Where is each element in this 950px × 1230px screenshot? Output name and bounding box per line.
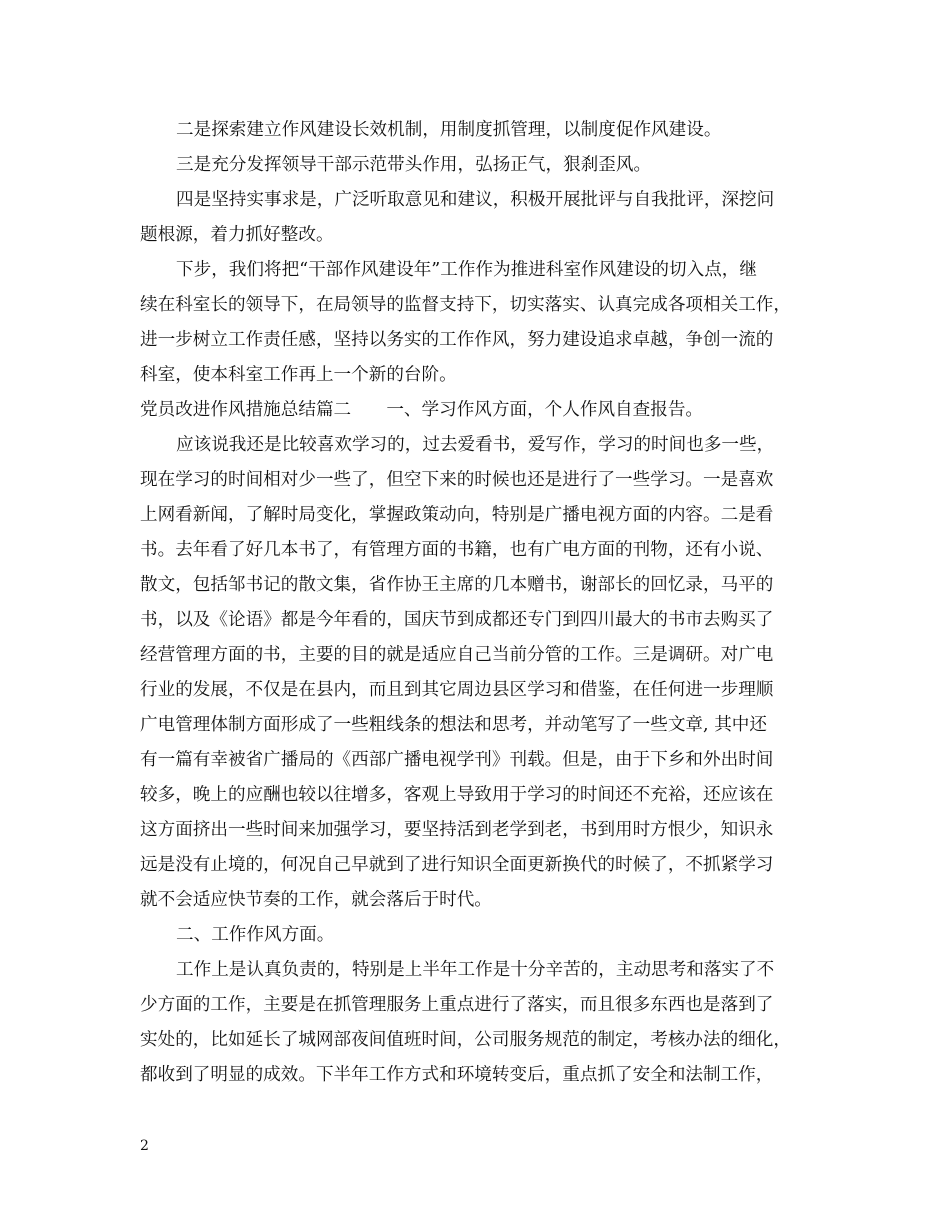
text-line: 就不会适应快节奏的工作，就会落后于时代。	[140, 890, 492, 910]
text-line: 现在学习的时间相对少一些了，但空下来的时候也还是进行了一些学习。一是喜欢	[140, 470, 774, 490]
text-line: 远是没有止境的，何况自己早就到了进行知识全面更新换代的时候了，不抓紧学习	[140, 855, 774, 875]
text-line: 应该说我还是比较喜欢学习的，过去爱看书，爱写作，学习的时间也多一些，	[176, 435, 775, 455]
text-line: 广电管理体制方面形成了一些粗线条的想法和思考，并动笔写了一些文章, 其中还	[140, 715, 767, 735]
text-line: 下步，我们将把“干部作风建设年”工作作为推进科室作风建设的切入点，继	[176, 260, 757, 280]
text-line: 较多，晚上的应酬也较以往增多，客观上导致用于学习的时间还不充裕，还应该在	[140, 785, 774, 805]
text-line: 题根源，着力抓好整改。	[140, 225, 334, 245]
page-number: 2	[140, 1138, 149, 1154]
text-line: 经营管理方面的书，主要的目的就是适应自己当前分管的工作。三是调研。对广电	[140, 645, 774, 665]
text-line: 散文，包括邹书记的散文集，省作协王主席的几本赠书，谢部长的回忆录，马平的	[140, 575, 774, 595]
text-line: 少方面的工作，主要是在抓管理服务上重点进行了落实，而且很多东西也是落到了	[140, 995, 774, 1015]
text-line: 三是充分发挥领导干部示范带头作用，弘扬正气，狠刹歪风。	[176, 155, 652, 175]
text-line: 有一篇有幸被省广播局的《西部广播电视学刊》刊载。但是，由于下乡和外出时间	[140, 750, 774, 770]
text-line: 二是探索建立作风建设长效机制，用制度抓管理，以制度促作风建设。	[176, 120, 722, 140]
text-line: 这方面挤出一些时间来加强学习，要坚持活到老学到老，书到用时方恨少，知识永	[140, 820, 774, 840]
text-line: 实处的，比如延长了城网部夜间值班时间，公司服务规范的制定，考核办法的细化，	[140, 1030, 791, 1050]
text-line: 四是坚持实事求是，广泛听取意见和建议，积极开展批评与自我批评，深挖问	[176, 190, 775, 210]
section-heading-line: 二、工作作风方面。	[176, 925, 335, 945]
text-line: 续在科室长的领导下，在局领导的监督支持下，切实落实、认真完成各项相关工作，	[140, 295, 791, 315]
text-line: 都收到了明显的成效。下半年工作方式和环境转变后，重点抓了安全和法制工作，	[140, 1065, 774, 1085]
text-line: 书，以及《论语》都是今年看的，国庆节到成都还专门到四川最大的书市去购买了	[140, 610, 774, 630]
section-heading-line: 党员改进作风措施总结篇二 一、学习作风方面，个人作风自查报告。	[140, 400, 704, 420]
text-line: 书。去年看了好几本书了，有管理方面的书籍，也有广电方面的刊物，还有小说、	[140, 540, 774, 560]
text-line: 行业的发展，不仅是在县内，而且到其它周边县区学习和借鉴，在任何进一步理顺	[140, 680, 774, 700]
text-line: 科室，使本科室工作再上一个新的台阶。	[140, 365, 457, 385]
text-line: 上网看新闻，了解时局变化，掌握政策动向，特别是广播电视方面的内容。二是看	[140, 505, 774, 525]
text-line: 进一步树立工作责任感，坚持以务实的工作作风，努力建设追求卓越，争创一流的	[140, 330, 774, 350]
text-line: 工作上是认真负责的，特别是上半年工作是十分辛苦的，主动思考和落实了不	[176, 960, 775, 980]
